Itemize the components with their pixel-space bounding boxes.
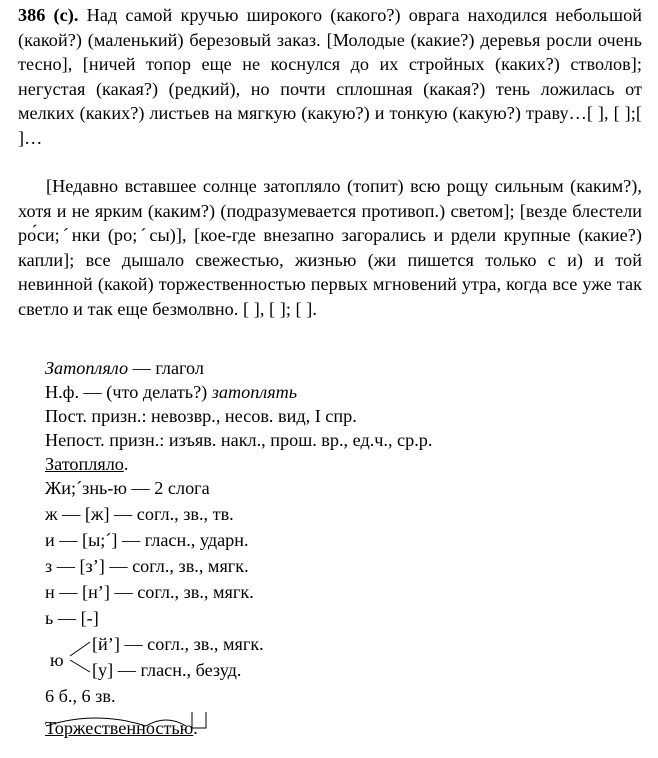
paragraph-1-text: Над самой кручью широкого (какого?) оврага находился небольшой (какой?) (маленький) березовый заказ. [Молодые (какие?) деревья росли очень тесно], [ничей топор еще не коснулся до их стройных (каких?) стволов]; негустая (какая?) (редкий), но почти сплошная (какая?) тень ложилась от мелких (каких?) листьев на мягкую (какую?) и тонкую (какую?) траву…[ ], [ ];[ ]… — [18, 5, 642, 148]
sound-line-6b: [у] — гласн., безуд. — [92, 660, 242, 680]
total-line: 6 б., 6 зв. — [45, 686, 116, 706]
initial-form-line: Н.ф. — (что делать?) затоплять — [45, 382, 298, 402]
morpheme-marks — [16, 708, 236, 730]
exercise-number: 386 (с). — [18, 5, 79, 25]
exercise-paragraph-2 — [18, 174, 642, 322]
sound-line-3: з — [з’] — согл., зв., мягк. — [45, 556, 249, 576]
sound-line-2: и — [ы;ˊ] — гласн., ударн. — [45, 530, 249, 550]
exercise-paragraph-1 — [18, 3, 642, 151]
morphemic-word-line: Торжественностью. — [45, 718, 198, 738]
sound-line-1: ж — [ж] — согл., зв., тв. — [45, 504, 234, 524]
sound-line-6a: [й’] — согл., зв., мягк. — [92, 634, 264, 654]
syllables-line: Жи;ˊзнь-ю — 2 слога — [45, 478, 210, 498]
sound-letter-yu: ю — [50, 650, 64, 670]
analysis-word-line: Затопляло — глагол — [45, 358, 204, 378]
sound-line-4: н — [н’] — согл., зв., мягк. — [45, 582, 254, 602]
brace-lines — [68, 636, 94, 678]
constant-features-line: Пост. призн.: невозвр., несов. вид, I спр. — [45, 406, 357, 426]
underlined-word-line: Затопляло. — [45, 454, 129, 474]
variable-features-line: Непост. призн.: изъяв. накл., прош. вр., ед.ч., ср.р. — [45, 430, 433, 450]
paragraph-2-text: [Недавно вставшее солнце затопляло (топит) всю рощу сильным (каким?), хотя и не ярким (каким?) (подразумевается противоп.) светом]; [везде блестели ро́си;ˊнки (ро;ˊсы)], [кое-где внезапно загорались и рдели крупные (какие?) капли]; все дышало свежестью, жизнью (жи пишется только с и) и той невинной (какой) торжественностью первых мгновений утра, когда все уже так светло и так еще безмолвно. [ ], [ ]; [ ]. — [18, 176, 642, 319]
sound-line-5: ь — [-] — [45, 608, 99, 628]
